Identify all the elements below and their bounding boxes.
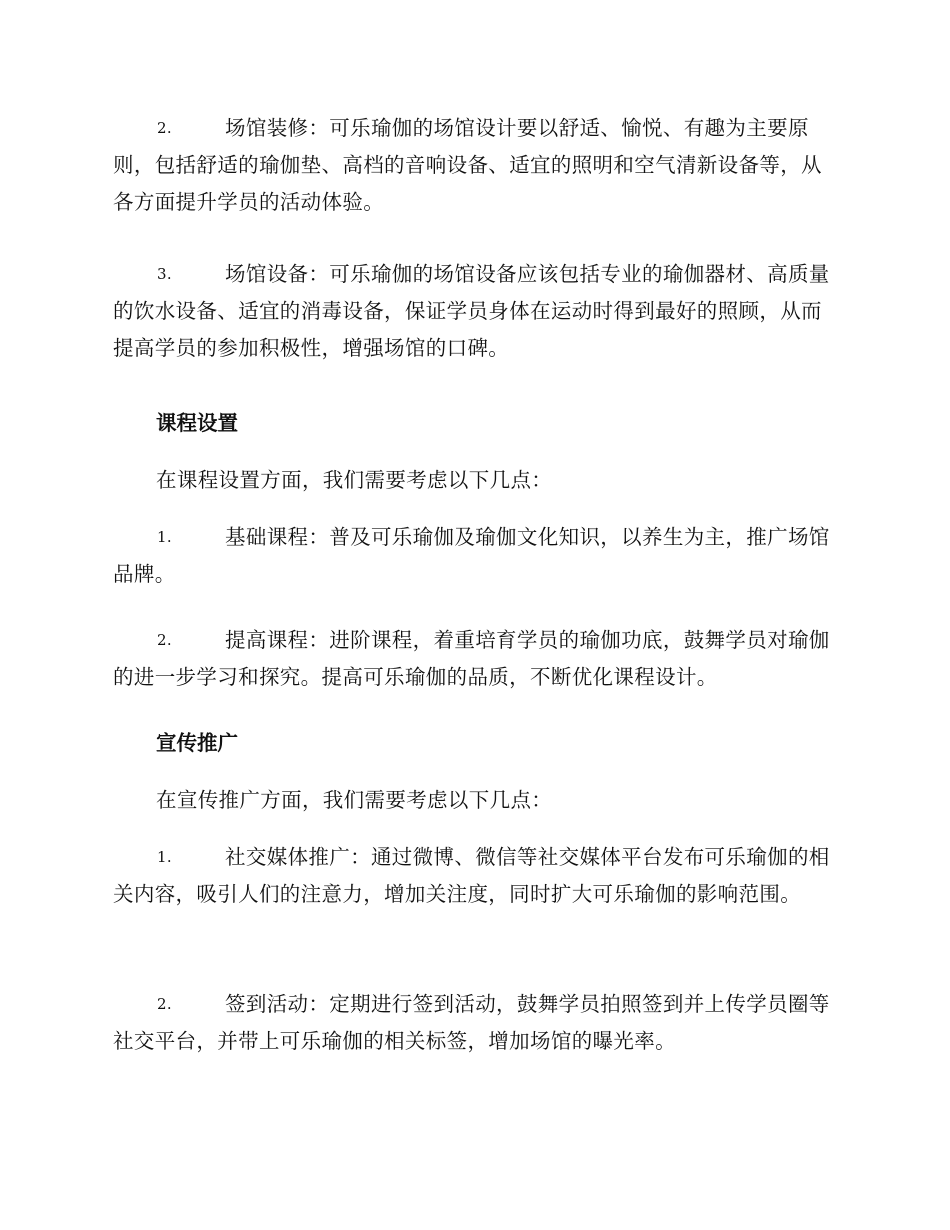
section-heading-courses: 课程设置 [156,411,238,435]
list-number: 1. [157,848,173,866]
list-item-venue-equipment [113,256,835,367]
list-item-venue-decoration [113,110,835,221]
list-item-checkin-activity [113,986,835,1060]
section-intro-promotion: 在宣传推广方面，我们需要考虑以下几点： [156,788,553,812]
list-number: 2. [157,631,173,649]
list-item-basic-course [113,519,835,593]
list-item-advanced-course [113,622,835,696]
list-text: 场馆设备：可乐瑜伽的场馆设备应该包括专业的瑜伽器材、高质量的饮水设备、适宜的消毒设备，保证学员身体在运动时得到最好的照顾，从而提高学员的参加积极性，增强场馆的口碑。 [113,262,830,360]
list-text: 提高课程：进阶课程，着重培育学员的瑜伽功底，鼓舞学员对瑜伽的进一步学习和探究。提高可乐瑜伽的品质，不断优化课程设计。 [113,628,830,689]
list-item-social-media [113,839,835,913]
list-number: 2. [157,995,173,1013]
list-text: 基础课程：普及可乐瑜伽及瑜伽文化知识，以养生为主，推广场馆品牌。 [113,525,830,586]
section-intro-courses: 在课程设置方面，我们需要考虑以下几点： [156,468,553,492]
list-text: 场馆装修：可乐瑜伽的场馆设计要以舒适、愉悦、有趣为主要原则，包括舒适的瑜伽垫、高档的音响设备、适宜的照明和空气清新设备等，从各方面提升学员的活动体验。 [113,116,822,214]
list-number: 2. [157,119,173,137]
list-text: 社交媒体推广：通过微博、微信等社交媒体平台发布可乐瑜伽的相关内容，吸引人们的注意力，增加关注度，同时扩大可乐瑜伽的影响范围。 [113,845,830,906]
list-number: 1. [157,528,173,546]
section-heading-promotion: 宣传推广 [156,731,238,755]
list-text: 签到活动：定期进行签到活动，鼓舞学员拍照签到并上传学员圈等社交平台，并带上可乐瑜伽的相关标签，增加场馆的曝光率。 [113,992,830,1053]
list-number: 3. [157,265,173,283]
